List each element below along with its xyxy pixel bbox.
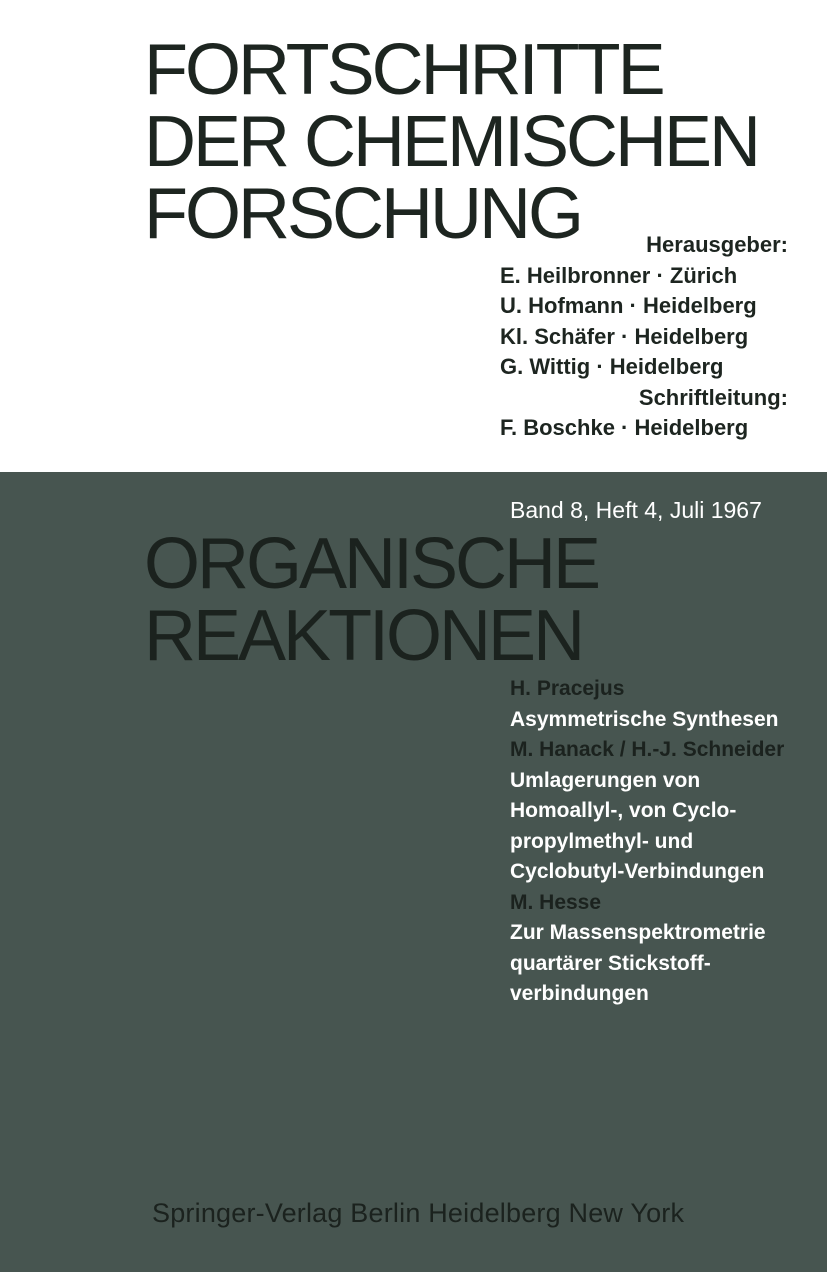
editorial-label: Schriftleitung: [638, 384, 788, 410]
contents-title-line: Homoallyl-, von Cyclo- [510, 799, 737, 822]
cover-top-panel [0, 0, 827, 472]
contents-list [510, 674, 820, 1010]
editors-block [500, 230, 800, 444]
series-title [144, 30, 824, 254]
contents-title-line: quartärer Stickstoff- [510, 951, 711, 975]
editor-entry: Kl. Schäfer · Heidelberg [500, 323, 749, 349]
issue-title-line: ORGANISCHE [144, 524, 599, 604]
contents-author: M. Hesse [510, 890, 602, 914]
contents-author: M. Hanack / H.-J. Schneider [510, 738, 785, 761]
publisher-imprint: Springer-Verlag Berlin Heidelberg New York [152, 1198, 685, 1228]
editorial-person: F. Boschke · Heidelberg [500, 415, 749, 440]
contents-title-line: verbindungen [510, 982, 649, 1005]
contents-title-line: Cyclobutyl-Verbindungen [510, 860, 765, 883]
contents-author: H. Pracejus [510, 677, 625, 700]
editors-label: Herausgeber: [646, 232, 788, 257]
series-title-line: FORSCHUNG [144, 174, 581, 254]
contents-title-line: Asymmetrische Synthesen [510, 707, 779, 731]
issue-info: Band 8, Heft 4, Juli 1967 [510, 497, 762, 523]
editor-entry: U. Hofmann · Heidelberg [500, 293, 757, 318]
issue-title-line: REAKTIONEN [144, 596, 583, 676]
editor-entry: E. Heilbronner · Zürich [500, 262, 738, 288]
contents-title-line: propylmethyl- und [510, 829, 694, 853]
contents-title-line: Umlagerungen von [510, 768, 701, 792]
editor-entry: G. Wittig · Heidelberg [500, 354, 724, 379]
issue-title [144, 524, 599, 676]
contents-title-line: Zur Massenspektrometrie [510, 921, 766, 944]
series-title-line: DER CHEMISCHEN [144, 102, 759, 182]
series-title-line: FORTSCHRITTE [144, 30, 663, 110]
